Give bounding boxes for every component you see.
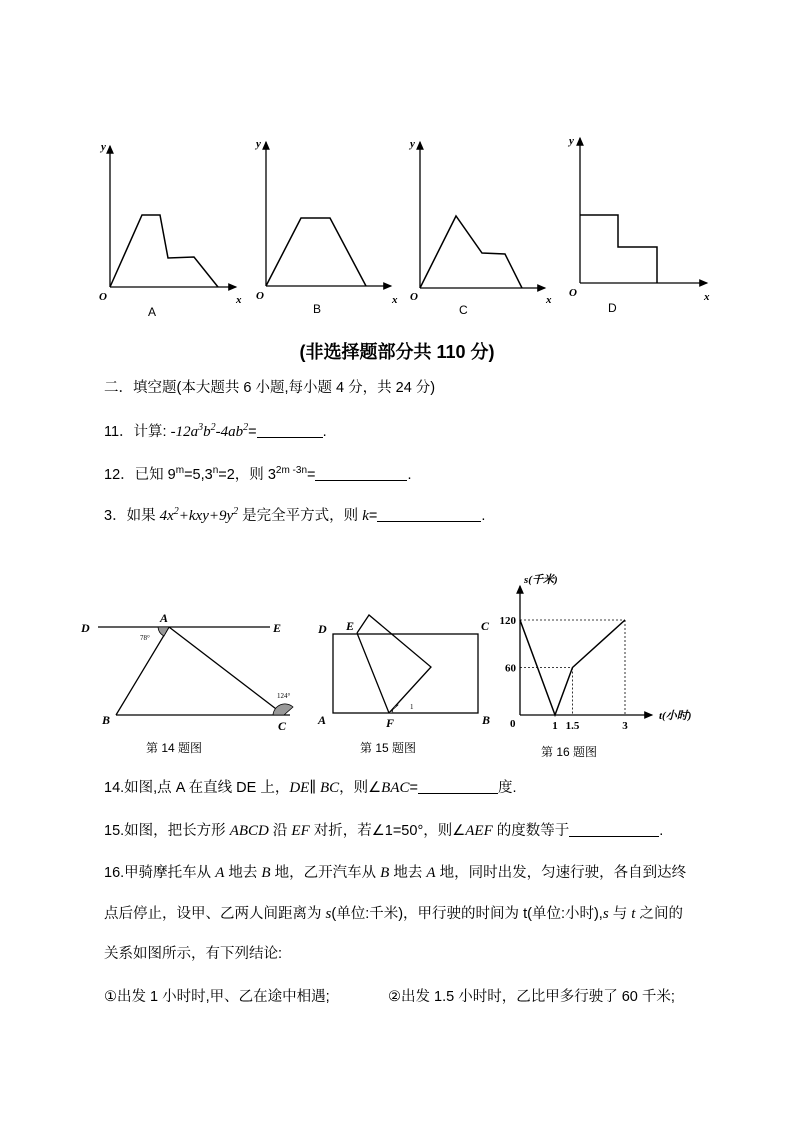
- q15-mid: 沿: [268, 823, 292, 839]
- q14-eq: =: [409, 780, 418, 796]
- question-16-options: [104, 987, 675, 1007]
- fig15-point-f: F: [386, 716, 395, 730]
- q14-mid: ，则∠: [339, 780, 382, 796]
- fig16-x-label: t(小时): [659, 710, 692, 722]
- q16-option-1: ①出发 1 小时时,甲、乙在途中相遇;: [104, 989, 330, 1005]
- q15-tail: 的度数等于: [492, 823, 570, 839]
- fig15-point-a: A: [318, 713, 327, 727]
- graph-d-origin-label: O: [569, 287, 577, 299]
- q13-end: .: [481, 508, 486, 524]
- fig16-x-tick-2: 3: [622, 720, 628, 732]
- graph-c-origin-label: O: [410, 291, 418, 303]
- q15-end: .: [659, 823, 664, 839]
- fig16-caption: 第 16 题图: [541, 745, 598, 759]
- fig14-point-b: B: [102, 713, 111, 727]
- graph-a-origin-label: O: [99, 291, 107, 303]
- fig14-point-d: D: [81, 621, 90, 635]
- fig14-point-a: A: [160, 611, 169, 625]
- q12-prefix: 12．已知 $9^m=5,3^n=2$，则 $3^{2m -3n}=$: [104, 465, 316, 483]
- q14-var: BAC: [381, 780, 410, 796]
- figure-16: [500, 573, 692, 759]
- fig16-x-tick-1: 1.5: [565, 720, 580, 732]
- q15-rect: ABCD: [229, 823, 269, 839]
- q14-end: 度.: [497, 780, 517, 796]
- graph-b-y-label: y: [256, 138, 261, 150]
- q11-expr: $-12a^3b^2-4ab^2$: [170, 422, 249, 440]
- fig15-point-d: D: [318, 622, 327, 636]
- figure-14: [80, 611, 293, 755]
- fig16-origin: 0: [510, 718, 516, 730]
- question-15: [104, 821, 663, 841]
- fig15-point-e: E: [346, 619, 355, 633]
- graph-a-label: A: [148, 305, 157, 319]
- graph-a-x-label: x: [236, 294, 242, 306]
- fig16-x-tick-0: 1: [552, 720, 558, 732]
- graph-d-label: D: [608, 301, 617, 315]
- section-title: (非选择题部分共 110 分): [299, 342, 495, 362]
- question-14: [104, 778, 517, 798]
- fig14-angle-c: 124°: [277, 692, 291, 700]
- fig15-caption: 第 15 题图: [360, 741, 417, 755]
- q16-option-2: ②出发 1.5 小时时，乙比甲多行驶了 60 千米;: [388, 989, 675, 1005]
- q15-var: AEF: [465, 823, 493, 839]
- q11-end: .: [322, 424, 327, 440]
- question-16-line-1: 16.甲骑摩托车从 A 地去 B 地，乙开汽车从 B 地去 A 地，同时出发，匀速行驶，各自到达终: [104, 865, 687, 881]
- q15-line: EF: [291, 823, 310, 839]
- fig16-y-label: s(千米): [524, 574, 558, 586]
- graph-d-y-label: y: [569, 135, 574, 147]
- q14-parallel: DE∥ BC: [289, 780, 340, 796]
- fig16-y-tick-1: 120: [499, 615, 516, 627]
- fig14-point-c: C: [278, 719, 287, 733]
- graph-d-x-label: x: [704, 291, 710, 303]
- fig15-point-b: B: [482, 713, 491, 727]
- q12-end: .: [407, 467, 412, 483]
- q15-mid2: 对折，若∠1=50°，则∠: [309, 823, 466, 839]
- q15-prefix: 15.如图，把长方形: [104, 823, 230, 839]
- q11-eq: =: [248, 424, 257, 440]
- graph-c-y-label: y: [410, 138, 415, 150]
- fig14-angle-a: 78°: [140, 634, 150, 642]
- q13-eq: =: [368, 508, 378, 524]
- q11-prefix: 11．计算:: [104, 424, 171, 440]
- q13-var: k: [362, 508, 369, 524]
- fig14-caption: 第 14 题图: [146, 741, 203, 755]
- q13-prefix: 3．如果: [104, 508, 160, 524]
- question-16-line-2: 点后停止，设甲、乙两人间距离为 s(单位:千米)，甲行驶的时间为 t(单位:小时),s 与 t 之间的: [104, 906, 683, 922]
- part-two-heading: 二．填空题(本大题共 6 小题,每小题 4 分，共 24 分): [104, 380, 436, 396]
- graph-c-x-label: x: [546, 294, 552, 306]
- graph-a-y-label: y: [101, 141, 106, 153]
- q13-middle: 是完全平方式，则: [238, 508, 363, 524]
- fig16-y-tick-0: 60: [505, 662, 516, 675]
- q14-prefix: 14.如图,点 A 在直线 DE 上，: [104, 780, 290, 796]
- q14-answer-blank[interactable]: [418, 779, 498, 794]
- graph-b-origin-label: O: [256, 290, 264, 302]
- fig14-point-e: E: [273, 621, 282, 635]
- q13-expr: $4x^2+kxy+9y^2$: [159, 506, 239, 524]
- graph-b-label: B: [313, 302, 322, 316]
- fig15-angle-1: 1: [410, 703, 414, 711]
- q15-answer-blank[interactable]: [569, 822, 659, 837]
- graph-b-x-label: x: [392, 294, 398, 306]
- graph-c-label: C: [459, 303, 468, 317]
- figure-15: [317, 615, 490, 755]
- question-16-line-3: 关系如图所示，有下列结论:: [104, 946, 283, 962]
- fig15-point-c: C: [481, 619, 490, 633]
